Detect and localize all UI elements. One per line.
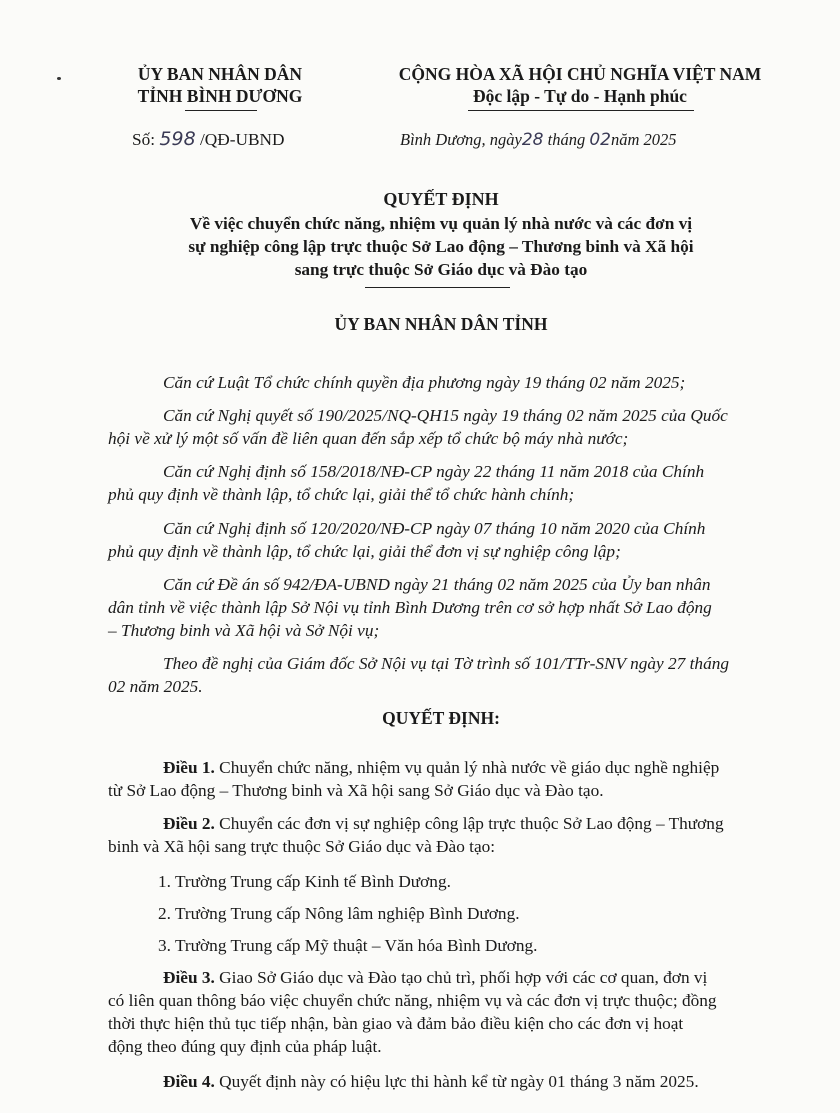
ground-2 [108,404,774,450]
ground-5-line1: Căn cứ Đề án số 942/ĐA-UBND ngày 21 tháng 02 năm 2025 của Ủy ban nhân [163,575,711,594]
article-2-label: Điều 2. [163,814,215,833]
subject-line2: sự nghiệp công lập trực thuộc Sở Lao động – Thương binh và Xã hội [188,237,694,256]
list-item: 2. Trường Trung cấp Nông lâm nghiệp Bình Dương. [158,904,520,923]
number-handwritten: 598 [159,128,196,150]
date-month-handwritten: 02 [589,130,611,150]
ground-1 [108,371,774,394]
article-1 [108,756,774,802]
article-3-line3: thời thực hiện thủ tục tiếp nhận, bàn giao và đảm bảo điều kiện cho các đơn vị hoạt [108,1014,684,1033]
ground-4-line2: phủ quy định về thành lập, tổ chức lại, giải thể đơn vị sự nghiệp công lập; [108,542,621,561]
article-3-line4: động theo đúng quy định của pháp luật. [108,1037,382,1056]
agency-underline [185,110,257,111]
number-suffix: /QĐ-UBND [199,130,285,149]
scan-speck [57,77,61,80]
article-1-label: Điều 1. [163,758,215,777]
article-3-label: Điều 3. [163,968,215,987]
ground-5-line2: dân tỉnh về việc thành lập Sở Nội vụ tỉnh Bình Dương trên cơ sở hợp nhất Sở Lao động [108,598,712,617]
ground-1-line1: Căn cứ Luật Tổ chức chính quyền địa phương ngày 19 tháng 02 năm 2025; [163,373,686,392]
ground-5 [108,573,774,642]
date-suffix: năm 2025 [610,130,677,149]
ground-6-line2: 02 năm 2025. [108,677,203,696]
ground-6 [108,652,774,698]
number-prefix: Số: [132,130,156,149]
date-mid: tháng [547,130,586,149]
date-day-handwritten: 28 [521,130,544,150]
agency-block [75,63,365,107]
nation-line1: CỘNG HÒA XÃ HỘI CHỦ NGHĨA VIỆT NAM [398,64,762,84]
date-prefix: Bình Dương, ngày [400,130,522,149]
article-4-label: Điều 4. [163,1072,215,1091]
ground-3-line1: Căn cứ Nghị định số 158/2018/NĐ-CP ngày 22 tháng 11 năm 2018 của Chính [163,462,705,481]
document-date [400,130,677,150]
document-heading: QUYẾT ĐỊNH [383,189,499,209]
ground-3 [108,460,774,506]
article-4-line1: Quyết định này có hiệu lực thi hành kể từ ngày 01 tháng 3 năm 2025. [219,1072,699,1091]
article-3 [108,966,774,1058]
article-2-line2: binh và Xã hội sang trực thuộc Sở Giáo dục và Đào tạo: [108,837,496,856]
decision-heading: QUYẾT ĐỊNH: [382,708,500,728]
article-2-line1: Chuyển các đơn vị sự nghiệp công lập trực thuộc Sở Lao động – Thương [219,814,724,833]
agency-line1: ỦY BAN NHÂN DÂN [137,64,303,84]
list-item: 1. Trường Trung cấp Kinh tế Bình Dương. [158,872,451,891]
article-3-line2: có liên quan thông báo việc chuyển chức năng, nhiệm vụ và các đơn vị trực thuộc; đồng [108,991,717,1010]
ground-2-line1: Căn cứ Nghị quyết số 190/2025/NQ-QH15 ngày 19 tháng 02 năm 2025 của Quốc [163,406,728,425]
ground-5-line3: – Thương binh và Xã hội và Sở Nội vụ; [108,621,380,640]
list-item: 3. Trường Trung cấp Mỹ thuật – Văn hóa Bình Dương. [158,936,538,955]
ground-4-line1: Căn cứ Nghị định số 120/2020/NĐ-CP ngày 07 tháng 10 năm 2020 của Chính [163,519,706,538]
article-1-line1: Chuyển chức năng, nhiệm vụ quản lý nhà nước về giáo dục nghề nghiệp [219,758,720,777]
nation-motto: Độc lập - Tự do - Hạnh phúc [473,86,687,106]
document-subject [108,212,774,281]
agency-line2: TỈNH BÌNH DƯƠNG [137,86,303,106]
nation-block [350,63,810,107]
ground-4 [108,517,774,563]
issuing-authority: ỦY BAN NHÂN DÂN TỈNH [334,314,548,334]
document-number [132,128,284,150]
subject-underline [365,287,510,288]
article-4 [108,1070,774,1093]
article-1-line2: từ Sở Lao động – Thương binh và Xã hội sang Sở Giáo dục và Đào tạo. [108,781,604,800]
article-3-line1: Giao Sở Giáo dục và Đào tạo chủ trì, phối hợp với các cơ quan, đơn vị [219,968,708,987]
ground-6-line1: Theo đề nghị của Giám đốc Sở Nội vụ tại Tờ trình số 101/TTr-SNV ngày 27 tháng [163,654,729,673]
subject-line1: Về việc chuyển chức năng, nhiệm vụ quản lý nhà nước và các đơn vị [189,214,693,233]
article-2 [108,812,774,858]
motto-underline [468,110,694,111]
ground-2-line2: hội về xử lý một số vấn đề liên quan đến sắp xếp tổ chức bộ máy nhà nước; [108,429,629,448]
ground-3-line2: phủ quy định về thành lập, tổ chức lại, giải thể tổ chức hành chính; [108,485,575,504]
subject-line3: sang trực thuộc Sở Giáo dục và Đào tạo [294,260,588,279]
